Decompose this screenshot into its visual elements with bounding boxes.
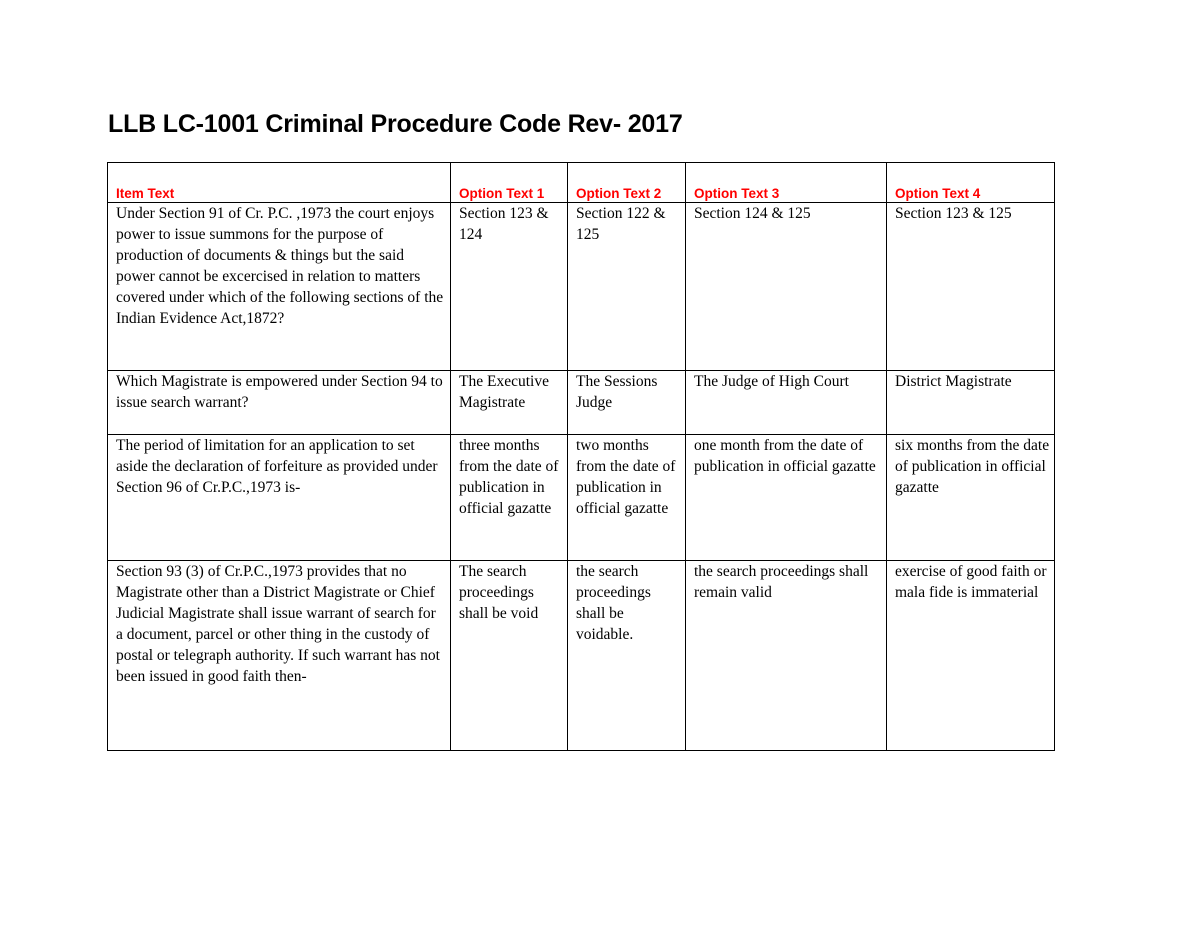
item-text-cell: Which Magistrate is empowered under Section 94 to issue search warrant? [108,371,451,435]
option-cell: exercise of good faith or mala fide is immaterial [887,561,1055,751]
option-cell: Section 124 & 125 [686,203,887,371]
option-cell: three months from the date of publication in official gazatte [451,435,568,561]
option-cell: Section 123 & 125 [887,203,1055,371]
option-cell: The Sessions Judge [568,371,686,435]
option-cell: Section 122 & 125 [568,203,686,371]
table-row [108,435,1055,561]
header-option-2: Option Text 2 [568,163,686,203]
table-row [108,371,1055,435]
header-item-text: Item Text [108,163,451,203]
option-cell: The Executive Magistrate [451,371,568,435]
header-row [108,163,1055,203]
option-cell: one month from the date of publication in official gazatte [686,435,887,561]
table-row [108,561,1055,751]
option-cell: District Magistrate [887,371,1055,435]
page-title: LLB LC-1001 Criminal Procedure Code Rev- 2017 [108,110,683,138]
option-cell: six months from the date of publication in official gazatte [887,435,1055,561]
header-option-1: Option Text 1 [451,163,568,203]
header-option-3: Option Text 3 [686,163,887,203]
item-text-cell: The period of limitation for an application to set aside the declaration of forfeiture as provided under Section 96 of Cr.P.C.,1973 is- [108,435,451,561]
item-text-cell: Under Section 91 of Cr. P.C. ,1973 the court enjoys power to issue summons for the purpose of production of documents & things but the said power cannot be excercised in relation to matters covered under which of the following sections of the Indian Evidence Act,1872? [108,203,451,371]
option-cell: The Judge of High Court [686,371,887,435]
option-cell: Section 123 & 124 [451,203,568,371]
option-cell: The search proceedings shall be void [451,561,568,751]
option-cell: the search proceedings shall remain valid [686,561,887,751]
option-cell: two months from the date of publication in official gazatte [568,435,686,561]
header-option-4: Option Text 4 [887,163,1055,203]
item-text-cell: Section 93 (3) of Cr.P.C.,1973 provides that no Magistrate other than a District Magistrate or Chief Judicial Magistrate shall issue warrant of search for a document, parcel or other thing in the custody of postal or telegraph authority. If such warrant has not been issued in good faith then- [108,561,451,751]
table-row [108,203,1055,371]
option-cell: the search proceedings shall be voidable. [568,561,686,751]
questions-table [107,162,1055,751]
